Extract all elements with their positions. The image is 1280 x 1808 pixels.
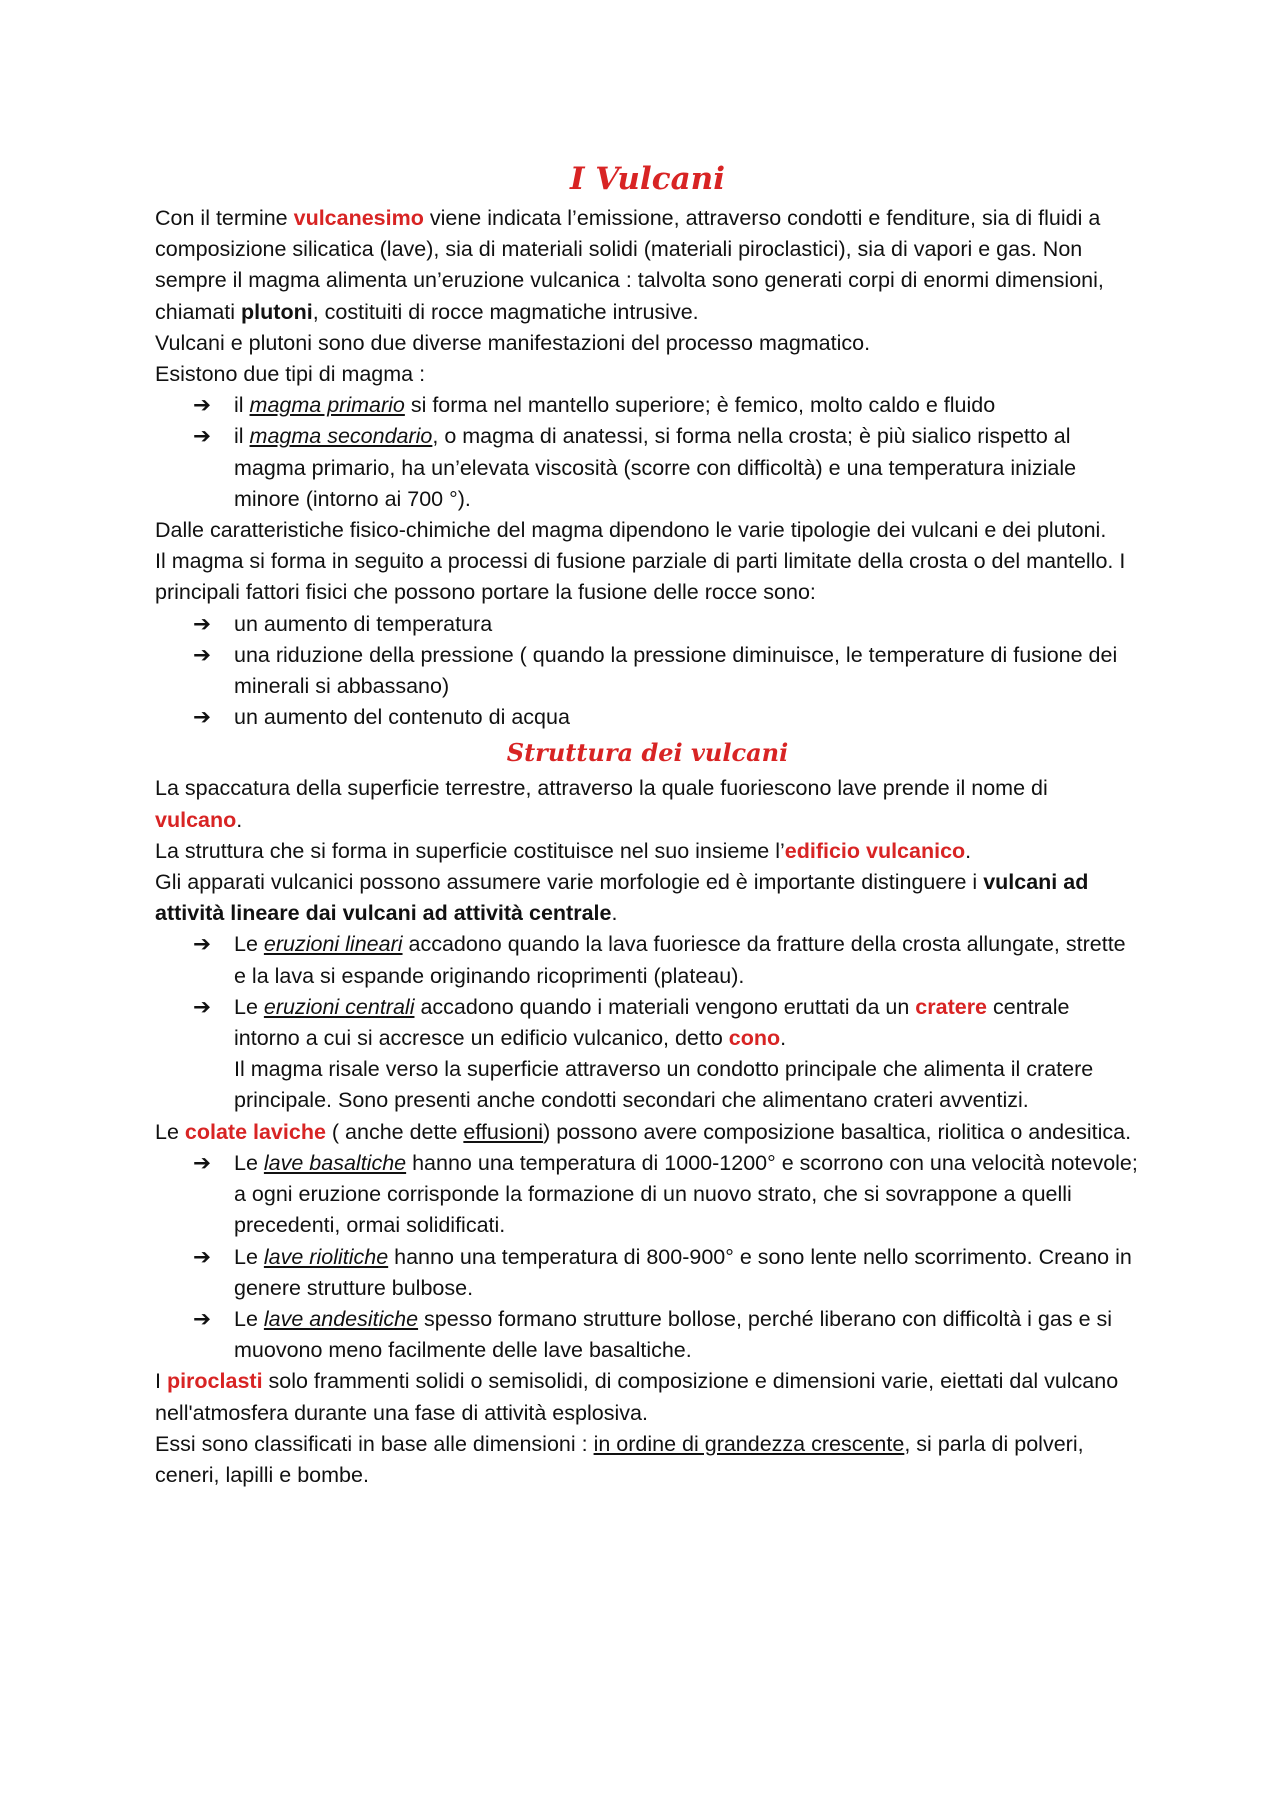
text: I [155, 1369, 167, 1394]
paragraph-vulcanesimo [155, 203, 1140, 328]
list-item [155, 1304, 1140, 1366]
text: un aumento di temperatura [234, 611, 493, 636]
paragraph-tipologie: Dalle caratteristiche fisico-chimiche del magma dipendono le varie tipologie dei vulcani e dei plutoni. [155, 518, 1107, 543]
text: Le [234, 1150, 264, 1175]
section-title: Struttura dei vulcani [506, 738, 789, 768]
list-item [155, 390, 1140, 421]
arrow-right-icon: ➔ [193, 611, 212, 636]
text: Le [155, 1119, 185, 1144]
text: hanno una temperatura di 800-900° e sono lente nello scorrimento. Creano in genere strutture bulbose. [234, 1244, 1132, 1300]
list-item [155, 702, 1140, 733]
text: accadono quando la lava fuoriesce da fratture della crosta allungate, strette e la lava si espande originando ricoprimenti (plateau). [234, 932, 1126, 988]
paragraph-piroclasti [155, 1366, 1140, 1428]
arrow-right-icon: ➔ [193, 994, 212, 1019]
term-eruzioni-centrali: eruzioni centrali [263, 994, 415, 1019]
key-term-plutoni: plutoni [241, 299, 313, 324]
arrow-right-icon: ➔ [193, 932, 212, 957]
document-page [155, 155, 1140, 1491]
text: una riduzione della pressione ( quando la pressione diminuisce, le temperature di fusione dei minerali si abbassano) [234, 642, 1118, 699]
text: si forma nel mantello superiore; è femico, molto caldo e fluido [404, 393, 996, 418]
term-lave-basaltiche: lave basaltiche [263, 1150, 407, 1175]
text: Il magma risale verso la superficie attraverso un condotto principale che alimenta il cratere principale. Sono presenti anche condotti secondari che alimentano crateri avventizi. [234, 1057, 1094, 1113]
text: Le [234, 994, 264, 1019]
lava-types-list [155, 1148, 1140, 1366]
eruption-types-list [155, 929, 1140, 1116]
bold-text: vulcani ad attività lineare dai vulcani ad attività centrale [155, 870, 1089, 926]
paragraph-vulcano [155, 773, 1140, 835]
paragraph-edificio [155, 836, 1140, 867]
list-item [155, 1242, 1140, 1304]
text: spesso formano strutture bollose, perché liberano con difficoltà i gas e si muovono meno facilmente delle lave basaltiche. [234, 1306, 1113, 1363]
text: La struttura che si forma in superficie costituisce nel suo insieme l’ [155, 838, 785, 863]
paragraph-magma-types: Esistono due tipi di magma : [155, 362, 426, 387]
term-magma-primario: magma primario [249, 393, 405, 418]
text: . [780, 1026, 787, 1051]
arrow-right-icon: ➔ [193, 1150, 212, 1175]
arrow-right-icon: ➔ [193, 1306, 212, 1331]
text: La spaccatura della superficie terrestre, attraverso la quale fuoriescono lave prende il nome di [155, 776, 1048, 801]
text: Le [234, 1306, 264, 1331]
text: accadono quando i materiali vengono eruttati da un [414, 994, 916, 1019]
arrow-right-icon: ➔ [193, 393, 212, 418]
text: Le [234, 932, 264, 957]
text: , si parla di polveri, ceneri, lapilli e bombe. [155, 1431, 1084, 1487]
key-term-cratere: cratere [915, 994, 988, 1019]
arrow-right-icon: ➔ [193, 1244, 212, 1269]
term-magma-secondario: magma secondario [249, 424, 433, 449]
text: Essi sono classificati in base alle dimensioni : [155, 1431, 594, 1456]
text: centrale intorno a cui si accresce un edificio vulcanico, detto [234, 994, 1070, 1051]
fusion-factors-list [155, 609, 1140, 734]
text: il [234, 424, 250, 449]
text: il [234, 393, 250, 418]
key-term-colate-laviche: colate laviche [184, 1119, 326, 1144]
paragraph-colate [155, 1117, 1140, 1148]
list-item [155, 609, 1140, 640]
term-lave-andesitiche: lave andesitiche [263, 1306, 419, 1331]
text: viene indicata l’emissione, attraverso condotti e fenditure, sia di fluidi a composizione silicatica (lave), sia di materiali solidi (materiali piroclastici), sia di vapori e gas. Non sempre il magma alimenta un’eruzione vulcanica : talvolta sono generati corpi di enormi dimensioni, chiamati [155, 206, 1104, 324]
text: solo frammenti solidi o semisolidi, di composizione e dimensioni varie, eiettati dal vulcano nell'atmosfera durante una fase di attività esplosiva. [155, 1369, 1119, 1425]
paragraph-plutoni: Vulcani e plutoni sono due diverse manifestazioni del processo magmatico. [155, 330, 871, 355]
text: Con il termine [155, 206, 294, 230]
text: . [236, 807, 243, 832]
list-item [155, 640, 1140, 702]
text: Gli apparati vulcanici possono assumere varie morfologie ed è importante distinguere i [155, 870, 984, 895]
text: un aumento del contenuto di acqua [234, 705, 570, 730]
text: . [611, 901, 618, 926]
arrow-right-icon: ➔ [193, 705, 212, 730]
term-lave-riolitiche: lave riolitiche [263, 1244, 389, 1269]
list-item [155, 1148, 1140, 1242]
key-term-piroclasti: piroclasti [166, 1369, 263, 1394]
paragraph-classificazione [155, 1429, 1140, 1491]
key-term-vulcano: vulcano [155, 807, 237, 832]
list-item [155, 421, 1140, 515]
text: ( anche dette [325, 1119, 464, 1144]
key-term-edificio-vulcanico: edificio vulcanico [784, 838, 966, 863]
text: Le [234, 1244, 264, 1269]
list-item [155, 992, 1140, 1117]
underlined-text: in ordine di grandezza crescente [593, 1431, 905, 1456]
magma-types-list [155, 390, 1140, 515]
underlined-term-effusioni: effusioni [463, 1119, 544, 1144]
text: , costituiti di rocce magmatiche intrusive. [312, 299, 699, 324]
paragraph-apparati [155, 867, 1140, 929]
text: . [965, 838, 972, 863]
text: ) possono avere composizione basaltica, riolitica o andesitica. [543, 1119, 1132, 1144]
arrow-right-icon: ➔ [193, 642, 212, 667]
text: hanno una temperatura di 1000-1200° e scorrono con una velocità notevole; a ogni eruzione corrisponde la formazione di un nuovo strato, che si sovrappone a quelli precedenti, ormai solidificati. [234, 1150, 1138, 1238]
key-term-vulcanesimo: vulcanesimo [293, 206, 424, 230]
key-term-cono: cono [728, 1026, 781, 1051]
term-eruzioni-lineari: eruzioni lineari [263, 932, 403, 957]
page-title: I Vulcani [570, 161, 725, 197]
list-item [155, 929, 1140, 991]
arrow-right-icon: ➔ [193, 424, 212, 449]
text: , o magma di anatessi, si forma nella crosta; è più sialico rispetto al magma primario, ha un’elevata viscosità (scorre con difficoltà) e una temperatura iniziale minore (intorno ai 700 °). [234, 424, 1077, 511]
paragraph-fusione: Il magma si forma in seguito a processi di fusione parziale di parti limitate della crosta o del mantello. I principali fattori fisici che possono portare la fusione delle rocce sono: [155, 549, 1126, 605]
